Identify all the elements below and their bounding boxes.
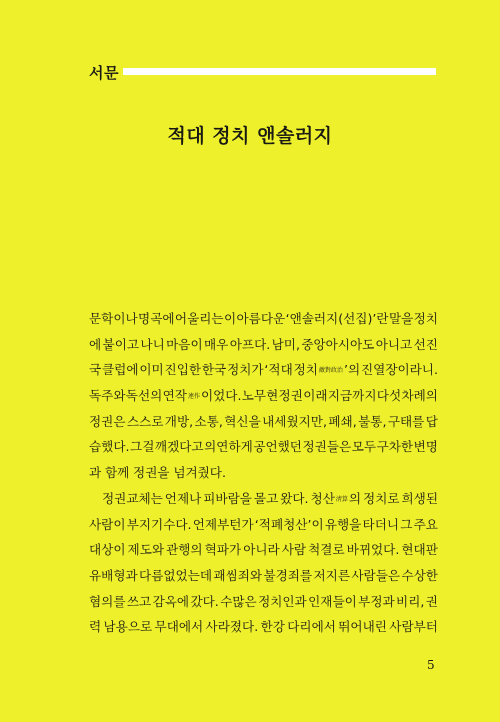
word-text: 습했다. — [89, 439, 130, 455]
word-text: 넘겨줬다. — [173, 465, 226, 481]
word — [140, 332, 164, 358]
word-text: 소통, — [194, 413, 223, 429]
word — [165, 486, 202, 512]
word-text: 정치로 — [363, 490, 400, 506]
word — [282, 537, 306, 563]
word — [139, 563, 212, 589]
word — [227, 357, 264, 383]
word-text: 연작 — [162, 388, 187, 404]
word — [89, 537, 126, 563]
word — [262, 409, 327, 435]
word — [103, 332, 140, 358]
word — [272, 332, 300, 358]
word-text: 청산 — [310, 490, 335, 506]
word-text: 남용으로 — [103, 619, 153, 635]
word-text: 클럽에 — [102, 362, 139, 378]
chapter-title: 적대 정치 앤솔러지 — [167, 125, 333, 147]
word-text: 다리에서 — [287, 619, 336, 635]
word-text: 정권을 — [133, 465, 170, 481]
word-text: 진열장이라니. — [360, 362, 438, 378]
word-text: 정권교체는 — [102, 490, 163, 506]
word — [338, 614, 387, 640]
word-text: 타더니 — [362, 516, 400, 532]
word-text: 다섯 — [376, 388, 402, 404]
word-text: 깨겠다고 — [154, 439, 204, 455]
word-text: 아름다운 — [236, 311, 286, 326]
word-text: 말을 — [388, 311, 414, 326]
word-text: 국 — [89, 362, 102, 378]
word-text: 남미, — [271, 336, 300, 352]
word — [89, 589, 126, 615]
text-line — [89, 306, 438, 332]
hanja-gloss: 連作 — [187, 393, 200, 401]
word — [363, 512, 400, 538]
word-text: 피바람을 — [203, 490, 252, 506]
word-text: 아니라 — [243, 542, 280, 558]
word-text: 왔다. — [280, 490, 309, 506]
word-text: 주요 — [413, 516, 438, 532]
word — [377, 383, 401, 409]
word — [388, 409, 425, 435]
word — [358, 589, 395, 615]
word-text: 언제부턴가 — [192, 516, 254, 532]
word — [377, 434, 414, 460]
word-text: 불경죄를 — [263, 567, 313, 583]
word — [347, 537, 400, 563]
word — [311, 486, 362, 512]
word-text: 내세웠지만, — [262, 413, 327, 429]
word-text: 의연하게 — [204, 439, 253, 455]
word-text: 과 — [89, 465, 102, 481]
word — [89, 512, 126, 538]
word — [352, 434, 376, 460]
word — [303, 434, 352, 460]
word — [127, 409, 164, 435]
word-text: 쓰고 — [126, 593, 152, 609]
word-text: 유행을 — [324, 516, 362, 532]
word-text: 정치인과 — [258, 593, 307, 609]
word-text: 진입한 — [164, 362, 202, 378]
word — [314, 563, 351, 589]
word — [280, 486, 308, 512]
word — [204, 434, 253, 460]
word-text: 아니고 — [375, 336, 413, 352]
word-text: 한강 — [260, 619, 285, 635]
word — [376, 332, 413, 358]
word — [243, 537, 280, 563]
word-text: 답 — [425, 413, 438, 429]
word — [220, 589, 257, 615]
word-text: 모두 — [351, 439, 377, 455]
word — [400, 512, 412, 538]
word — [89, 614, 101, 640]
section-divider — [123, 68, 436, 75]
text-line — [89, 383, 438, 409]
word-text: 사람 — [281, 542, 307, 558]
word-text: 몰고 — [253, 490, 279, 506]
word-text: ’의 — [343, 362, 361, 378]
word-text: 의 — [348, 490, 362, 506]
word-text: 력 — [89, 619, 102, 635]
word — [213, 563, 262, 589]
word-text: 이 — [223, 311, 237, 326]
word-text: 혁파가 — [204, 542, 242, 558]
word — [127, 589, 151, 615]
page-number: 5 — [427, 658, 435, 672]
word — [264, 357, 292, 383]
word — [414, 306, 438, 332]
word — [308, 537, 345, 563]
word-text: 변명 — [413, 439, 438, 455]
word-text: 권 — [425, 593, 438, 609]
word — [89, 306, 138, 332]
word-text: 이미 — [139, 362, 164, 378]
word — [104, 614, 153, 640]
word-text: 지금까지 — [327, 388, 377, 404]
word-text: 대상이 — [89, 542, 126, 558]
word-text: 정치 — [413, 311, 438, 326]
word-text: 스스로 — [126, 413, 164, 429]
word — [102, 357, 139, 383]
word — [328, 409, 356, 435]
word-text: 정권 — [278, 388, 303, 404]
text-line — [89, 537, 438, 563]
word-text: 공언했던 — [253, 439, 302, 455]
body-text — [89, 306, 438, 640]
word — [426, 409, 438, 435]
word-text: 관행의 — [166, 542, 203, 558]
word-text: 언제나 — [164, 490, 202, 506]
word — [165, 409, 193, 435]
text-line — [89, 357, 438, 383]
word — [253, 434, 302, 460]
word — [414, 434, 438, 460]
word — [195, 409, 223, 435]
word — [89, 357, 101, 383]
word-text: 부지기수다. — [126, 516, 192, 532]
word-text: 그 — [400, 516, 413, 532]
word — [139, 357, 163, 383]
word — [89, 434, 130, 460]
word-text: 차례의 — [401, 388, 438, 404]
word-text: 독선의 — [125, 388, 163, 404]
word — [402, 486, 439, 512]
word — [166, 332, 203, 358]
word-text: 마음이 — [166, 336, 203, 352]
text-line — [89, 332, 438, 358]
word-text: 사람부터 — [389, 619, 438, 635]
word — [389, 306, 413, 332]
word — [105, 460, 129, 486]
word-text: ‘적폐청산’이 — [254, 516, 324, 532]
word — [351, 563, 400, 589]
word — [206, 614, 259, 640]
word — [89, 563, 138, 589]
word-text: 이래 — [303, 388, 328, 404]
word-text: ‘앤솔러지(선집)’란 — [285, 311, 389, 326]
word — [308, 589, 357, 615]
word — [128, 537, 165, 563]
word — [363, 486, 400, 512]
section-label: 서문 — [89, 64, 119, 82]
word — [255, 512, 324, 538]
text-line — [89, 434, 438, 460]
text-line — [89, 460, 438, 486]
word — [286, 306, 389, 332]
word — [190, 589, 218, 615]
word-text: 개방, — [164, 413, 194, 429]
word — [414, 512, 438, 538]
word — [193, 512, 254, 538]
word-text: 선진 — [413, 336, 438, 352]
word — [242, 383, 279, 409]
word-text: 노무현 — [241, 388, 279, 404]
word-text: 함께 — [104, 465, 130, 481]
word-text: 수상한 — [401, 567, 438, 583]
word — [396, 589, 424, 615]
word-text: 아프다. — [229, 336, 271, 352]
word-text: 그걸 — [130, 439, 155, 455]
word — [130, 434, 154, 460]
word — [89, 332, 101, 358]
word — [89, 409, 126, 435]
word — [389, 614, 438, 640]
word — [261, 614, 285, 640]
word-text: 비리, — [396, 593, 425, 609]
word — [138, 306, 175, 332]
word — [237, 306, 286, 332]
word-text: 명곡에 — [138, 311, 175, 326]
word-text: 바뀌었다. — [346, 542, 400, 558]
text-line — [89, 614, 438, 640]
word-text: 혁신을 — [224, 413, 261, 429]
word — [287, 614, 336, 640]
word — [173, 460, 226, 486]
word — [126, 383, 163, 409]
text-line — [89, 486, 438, 512]
word-text: 다름없었는데 — [139, 567, 213, 583]
word — [204, 332, 228, 358]
word — [89, 383, 126, 409]
word-text: 불통, — [358, 413, 387, 429]
word-text: 구태를 — [387, 413, 425, 429]
word — [165, 357, 202, 383]
word-text: 괘씸죄와 — [213, 567, 263, 583]
word-text: 정치 — [293, 362, 318, 378]
word-text: 희생된 — [401, 490, 438, 506]
word-text: 사라졌다. — [205, 619, 259, 635]
word — [155, 614, 204, 640]
word-text: 뛰어내린 — [338, 619, 387, 635]
word — [279, 383, 303, 409]
word — [163, 383, 242, 409]
word-text: 폐쇄, — [328, 413, 357, 429]
word-text: 중앙아시아도 — [301, 336, 375, 352]
word-text: 어울리는 — [174, 311, 224, 326]
word — [155, 434, 204, 460]
word — [202, 357, 226, 383]
word-text: 정권은 — [89, 413, 126, 429]
word-text: 인재들이 — [308, 593, 357, 609]
word-text: 유배형과 — [89, 567, 138, 583]
word — [294, 357, 361, 383]
word-text: 이었다. — [200, 388, 242, 404]
word-text: 정치가 — [227, 362, 264, 378]
word — [205, 537, 242, 563]
word — [224, 306, 236, 332]
text-line — [89, 512, 438, 538]
word-text: 정권들은 — [302, 439, 352, 455]
word — [426, 589, 438, 615]
word-text: 수많은 — [220, 593, 257, 609]
word-text: 척결로 — [308, 542, 345, 558]
word — [230, 332, 271, 358]
word-text: ‘적대 — [264, 362, 293, 378]
word-text: 감옥에 — [152, 593, 190, 609]
word-text: 독주와 — [89, 388, 126, 404]
word-text: 사람들은 — [351, 567, 401, 583]
word-text: 한국 — [201, 362, 227, 378]
word-text: 혐의를 — [89, 593, 126, 609]
word — [401, 563, 438, 589]
text-line — [89, 589, 438, 615]
word — [358, 409, 386, 435]
word — [203, 486, 252, 512]
word — [224, 409, 261, 435]
word-text: 갔다. — [190, 593, 219, 609]
word-text: 구차한 — [376, 439, 414, 455]
word — [89, 460, 101, 486]
word-text: 문학이나 — [89, 311, 138, 326]
word-text: 사람이 — [89, 516, 126, 532]
text-line — [89, 409, 438, 435]
word-text: 현대판 — [401, 542, 438, 558]
word — [328, 383, 377, 409]
word — [361, 357, 438, 383]
word — [258, 589, 307, 615]
word — [325, 512, 362, 538]
word-text: 제도와 — [127, 542, 165, 558]
hanja-gloss: 淸算 — [335, 495, 348, 503]
word-text: 에 — [89, 336, 102, 352]
word-text: 매우 — [204, 336, 229, 352]
word — [102, 486, 163, 512]
word — [166, 537, 203, 563]
word-text: 붙이고 — [102, 336, 140, 352]
word — [301, 332, 374, 358]
word — [254, 486, 278, 512]
text-line — [89, 563, 438, 589]
word — [303, 383, 327, 409]
word — [153, 589, 190, 615]
word-text: 나니 — [140, 336, 165, 352]
hanja-gloss: 敵對政治 — [318, 367, 343, 375]
word — [175, 306, 224, 332]
word-text: 저지른 — [313, 567, 351, 583]
word — [263, 563, 312, 589]
word — [401, 537, 438, 563]
word — [127, 512, 192, 538]
word — [401, 383, 438, 409]
word-text: 부정과 — [358, 593, 395, 609]
word — [414, 332, 438, 358]
word — [133, 460, 170, 486]
word-text: 무대에서 — [154, 619, 204, 635]
